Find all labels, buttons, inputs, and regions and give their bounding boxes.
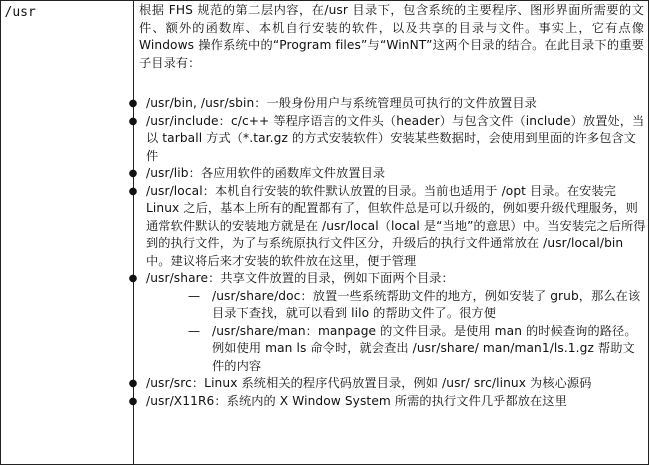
list-item xyxy=(124,113,646,166)
path-cell xyxy=(1,1,134,465)
list-item-text: /usr/X11R6：系统内的 X Window System 所需的执行文件几乎都放在这里 xyxy=(146,393,567,408)
list-item xyxy=(124,375,646,393)
list-item xyxy=(124,270,646,375)
list-item-text: /usr/bin, /usr/sbin：一般身份用户与系统管理员可执行的文件放置目录 xyxy=(146,96,537,110)
bullet-icon: ● xyxy=(128,98,138,109)
bullet-icon: ● xyxy=(128,378,138,389)
list-item-text: /usr/share：共享文件放置的目录，例如下面两个目录： xyxy=(146,271,454,285)
list-item-text: /usr/lib：各应用软件的函数库文件放置目录 xyxy=(146,166,386,180)
dash-icon: — xyxy=(187,323,201,338)
list-item-text: /usr/src：Linux 系统相关的程序代码放置目录，例如 /usr/ src/linux 为核心源码 xyxy=(146,376,592,390)
list-item-text: /usr/local：本机自行安装的软件默认放置的目录。当前也适用于 /opt 目录。在安装完 Linux 之后，基本上所有的配置都有了，但软件总是可以升级的，例如要升级代理服务，则通常软件默认的安装地方就是在 /usr/local（local 是“当地”的意思）中。当安装完之后所得到的执行文件，为了与系统原执行文件区分，升级后的执行文件通常放在 /usr/local/bin 中。建议将后来才安装的软件放在这里，便于管理 xyxy=(146,183,646,268)
sub-list-item-text: /usr/share/man：manpage 的文件目录。是使用 man 的时候查询的路径。例如使用 man ls 命令时，就会查出 /usr/share/ man/man1/ls.1.gz 帮助文件的内容 xyxy=(212,323,637,373)
bullet-icon: ● xyxy=(128,395,138,407)
sub-list-item xyxy=(146,288,646,323)
sub-list-item-text: /usr/share/doc：放置一些系统帮助文件的地方，例如安装了 grub，那么在该目录下查找，就可以看到 lilo 的帮助文件了。很方便 xyxy=(212,288,641,320)
dash-icon: — xyxy=(187,288,201,303)
list-item-text: /usr/include：c/c++ 等程序语言的文件头（header）与包含文件（include）放置处，当以 tarball 方式（*.tar.gz 的方式安装软件）安装某些数据时，会使用到里面的许多包含文件 xyxy=(146,113,645,163)
list-item xyxy=(124,183,646,271)
list-item xyxy=(124,95,646,113)
list-item xyxy=(124,165,646,183)
bullet-icon: ● xyxy=(128,115,138,127)
sub-list-item xyxy=(146,323,646,376)
subdirectory-list xyxy=(124,93,646,410)
directory-path: /usr xyxy=(4,4,36,20)
bullet-icon: ● xyxy=(128,168,138,179)
intro-paragraph: 根据 FHS 规范的第二层内容，在/usr 目录下，包含系统的主要程序、图形界面所需要的文件、额外的函数库、本机自行安装的软件，以及共享的目录与文件。事实上，它有点像 Windows 操作系统中的“Program files”与“WinNT”这两个目录的结合。在此目录下的重要子目录有： xyxy=(139,3,644,70)
sub-list xyxy=(146,288,646,376)
list-item xyxy=(124,393,646,411)
bullet-icon: ● xyxy=(128,273,138,284)
bullet-icon: ● xyxy=(128,185,138,197)
